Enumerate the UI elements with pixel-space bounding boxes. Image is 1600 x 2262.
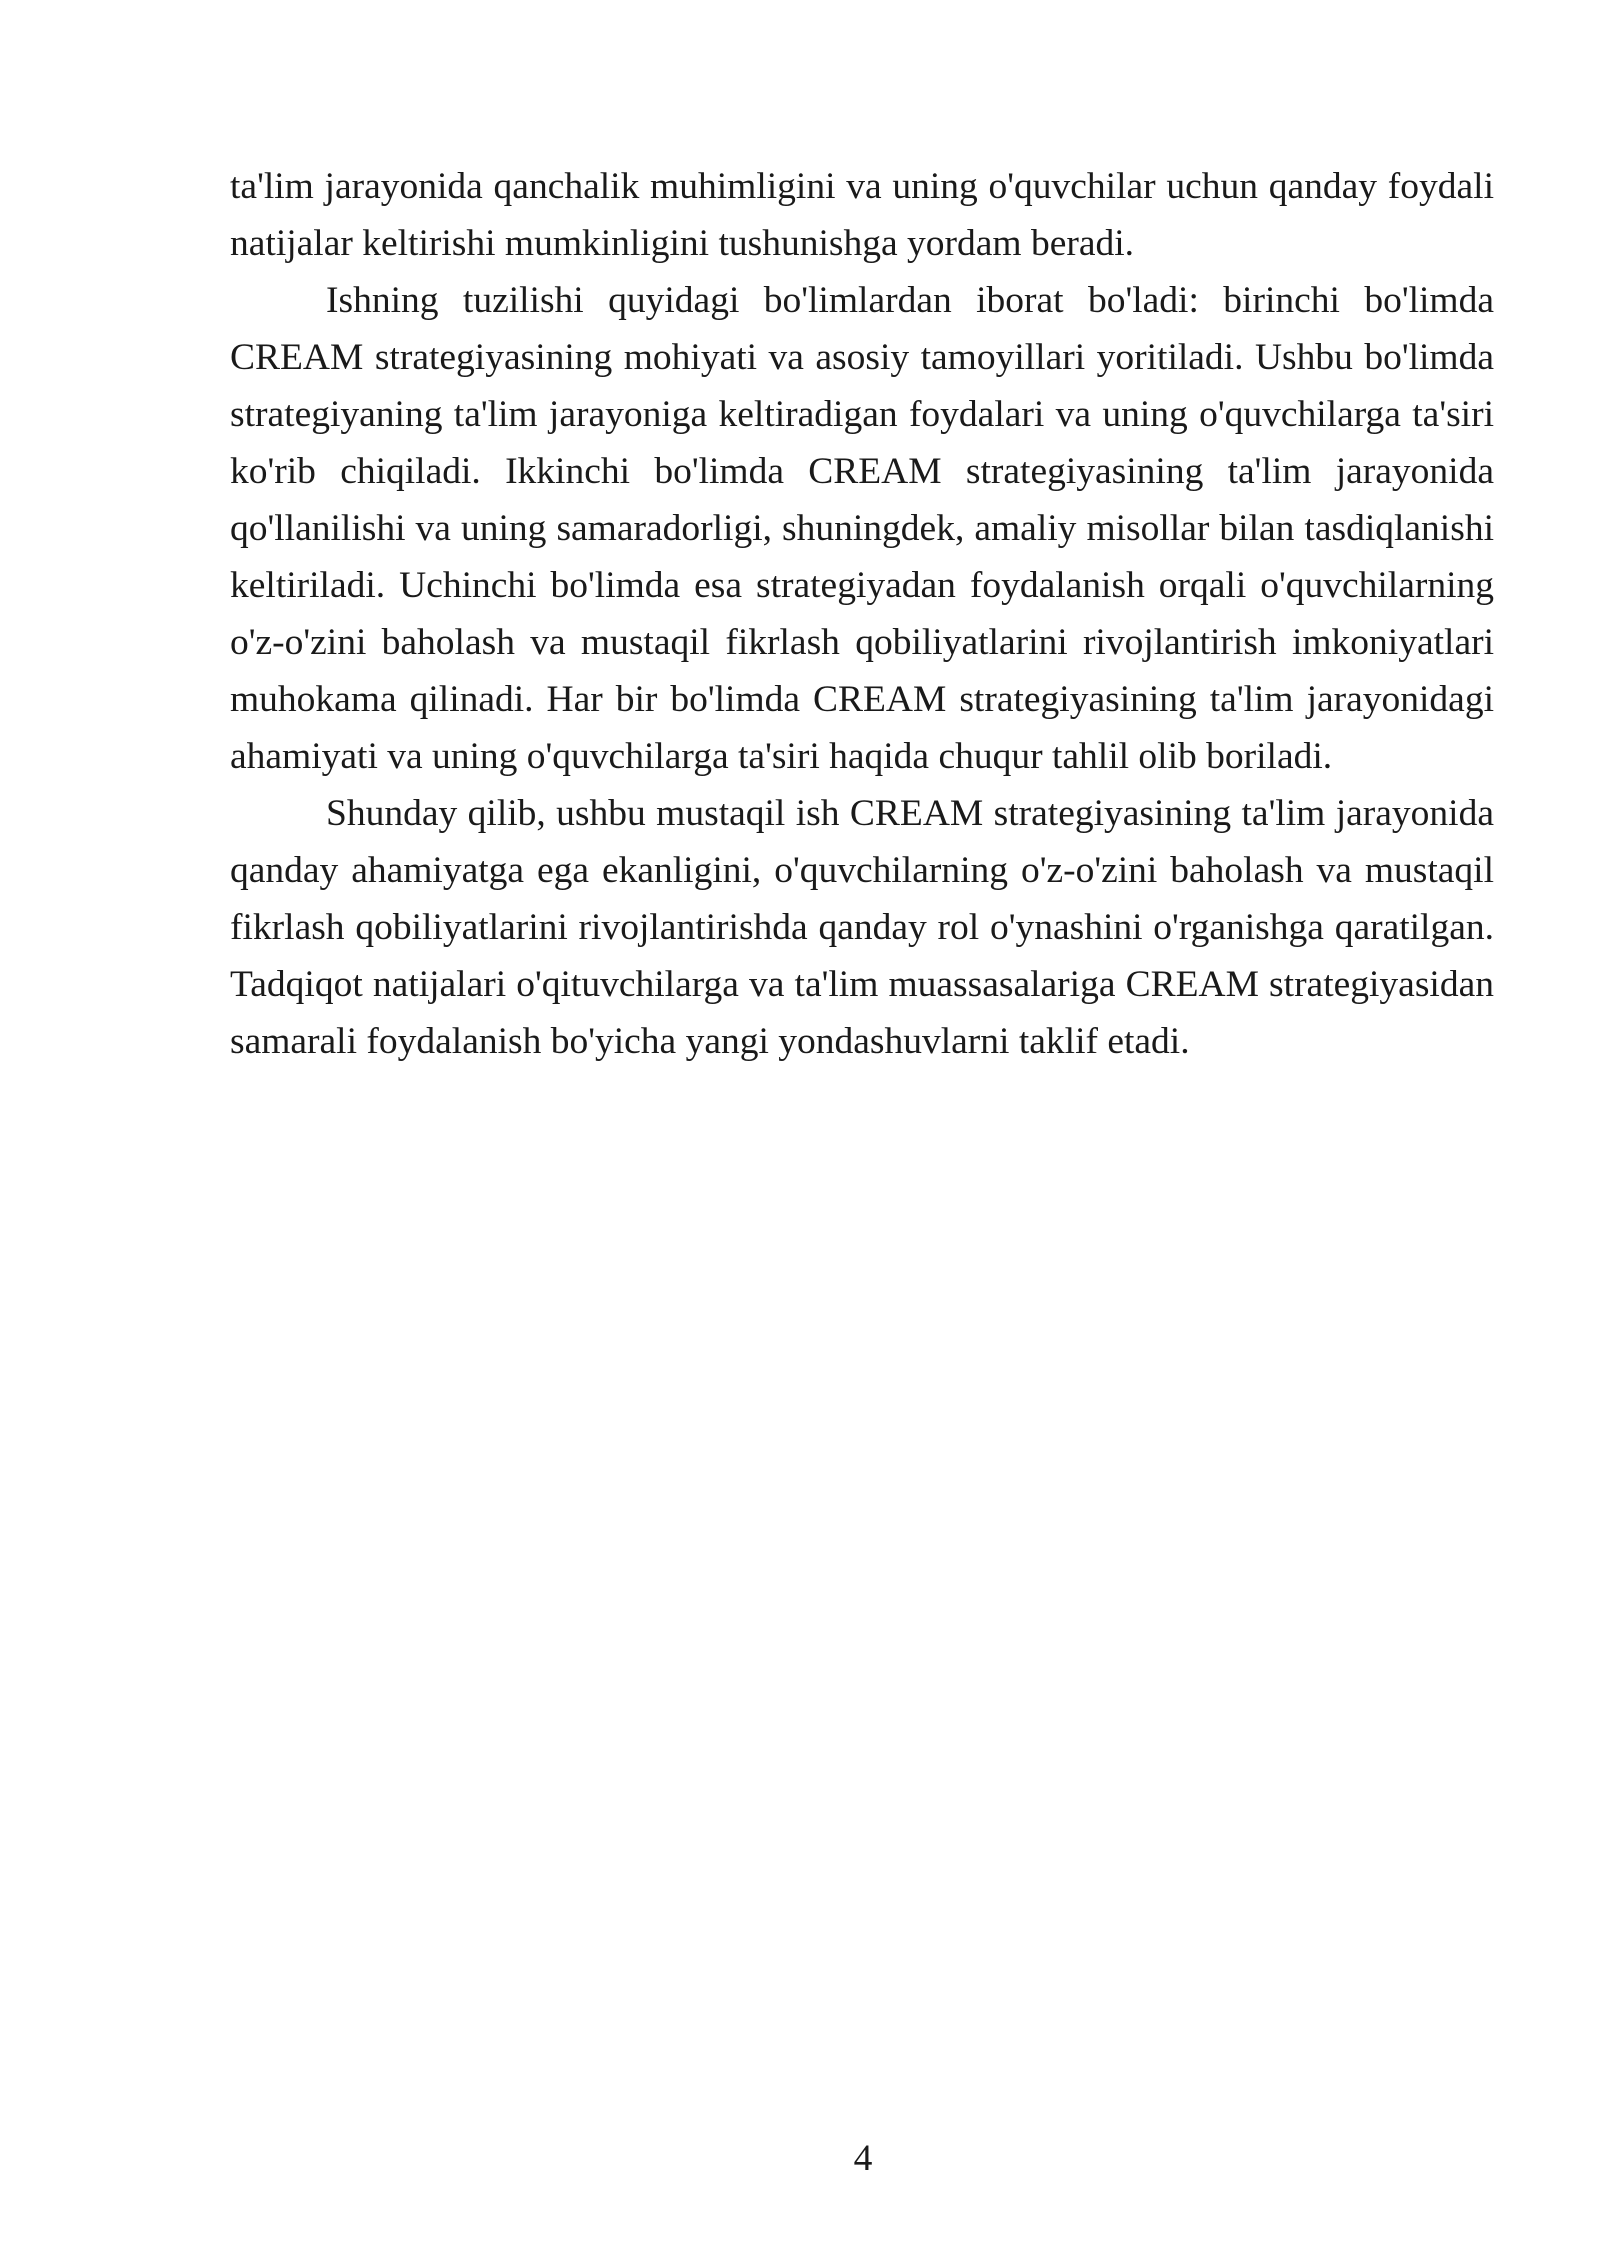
paragraph-continuation: ta'lim jarayonida qanchalik muhimligini va uning o'quvchilar uchun qanday foydali natijalar keltirishi mumkinligini tushunishga yordam beradi.	[230, 166, 1494, 264]
paragraph-conclusion: Shunday qilib, ushbu mustaqil ish CREAM strategiyasining ta'lim jarayonida qanday ahamiyatga ega ekanligini, o'quvchilarning o'z-o'zini baholash va mustaqil fikrlash qobiliyatlarini rivojlantirishda qanday rol o'ynashini o'rganishga qaratilgan. Tadqiqot natijalari o'qituvchilarga va ta'lim muassasalariga CREAM strategiyasidan samarali foydalanish bo'yicha yangi yondashuvlarni taklif etadi.	[230, 793, 1494, 1062]
paragraph-structure: Ishning tuzilishi quyidagi bo'limlardan iborat bo'ladi: birinchi bo'limda CREAM strategiyasining mohiyati va asosiy tamoyillari yoritiladi. Ushbu bo'limda strategiyaning ta'lim jarayoniga keltiradigan foydalari va uning o'quvchilarga ta'siri ko'rib chiqiladi. Ikkinchi bo'limda CREAM strategiyasining ta'lim jarayonida qo'llanilishi va uning samaradorligi, shuningdek, amaliy misollar bilan tasdiqlanishi keltiriladi. Uchinchi bo'limda esa strategiyadan foydalanish orqali o'quvchilarning o'z-o'zini baholash va mustaqil fikrlash qobiliyatlarini rivojlantirish imkoniyatlari muhokama qilinadi. Har bir bo'limda CREAM strategiyasining ta'lim jarayonidagi ahamiyati va uning o'quvchilarga ta'siri haqida chuqur tahlil olib boriladi.	[230, 280, 1494, 777]
page-number: 4	[853, 2138, 873, 2179]
body-text	[230, 158, 1494, 1070]
